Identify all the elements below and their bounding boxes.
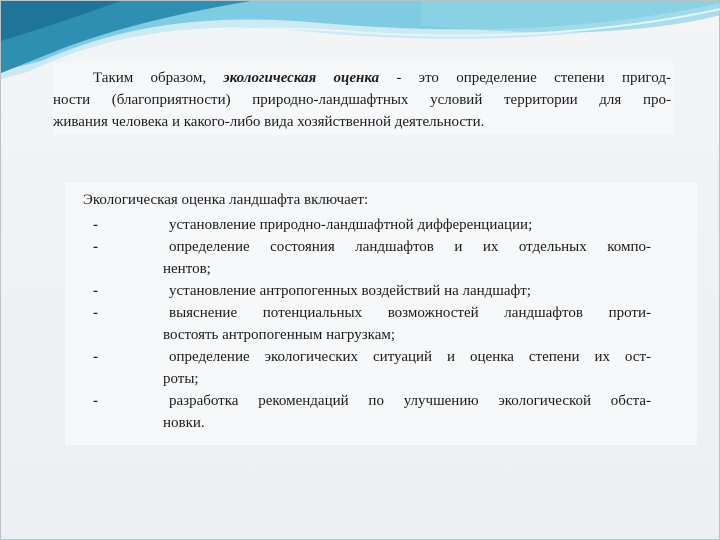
definition-block bbox=[53, 63, 673, 135]
list-item bbox=[65, 236, 697, 280]
list-item-marker: - bbox=[93, 305, 98, 321]
list-item-line: выяснение потенциальных возможностей ландшафтов проти- bbox=[169, 305, 651, 321]
list-item-line: разработка рекомендаций по улучшению экологической обста- bbox=[169, 393, 651, 409]
list-item-line: роты; bbox=[163, 371, 199, 387]
definition-line-2: ности (благоприятности) природно-ландшафтных условий территории для про- bbox=[53, 92, 671, 108]
list-item-marker: - bbox=[93, 239, 98, 255]
list-item-marker: - bbox=[93, 349, 98, 365]
list-item bbox=[65, 214, 697, 236]
components-block bbox=[65, 183, 697, 445]
list-item-line: определение экологических ситуаций и оценка степени их ост- bbox=[169, 349, 651, 365]
list-item bbox=[65, 280, 697, 302]
list-item-line: нентов; bbox=[163, 261, 211, 277]
list-item-text bbox=[163, 346, 651, 390]
definition-line-1: Таким образом, экологическая оценка - это определение степени пригод- bbox=[93, 70, 671, 86]
list-item-text bbox=[169, 280, 651, 302]
definition-paragraph bbox=[53, 67, 671, 133]
list-item-line: установление антропогенных воздействий на ландшафт; bbox=[169, 283, 531, 299]
list-item bbox=[65, 346, 697, 390]
list-item bbox=[65, 390, 697, 434]
list-item-text bbox=[163, 390, 651, 434]
list-item-text bbox=[163, 236, 651, 280]
list-item-text bbox=[169, 214, 651, 236]
list-item-line: установление природно-ландшафтной дифференциации; bbox=[169, 217, 533, 233]
list-item bbox=[65, 302, 697, 346]
list-item-line: определение состояния ландшафтов и их отдельных компо- bbox=[169, 239, 651, 255]
list-item-line: востоять антропогенным нагрузкам; bbox=[163, 327, 396, 343]
components-list bbox=[65, 214, 697, 434]
definition-term: экологическая оценка bbox=[223, 70, 380, 86]
list-item-line: новки. bbox=[163, 415, 205, 431]
definition-line-3: живания человека и какого-либо вида хозяйственной деятельности. bbox=[53, 114, 485, 130]
list-item-marker: - bbox=[93, 283, 98, 299]
list-item-marker: - bbox=[93, 217, 98, 233]
list-intro: Экологическая оценка ландшафта включает: bbox=[83, 192, 369, 208]
list-item-text bbox=[163, 302, 651, 346]
list-item-marker: - bbox=[93, 393, 98, 409]
